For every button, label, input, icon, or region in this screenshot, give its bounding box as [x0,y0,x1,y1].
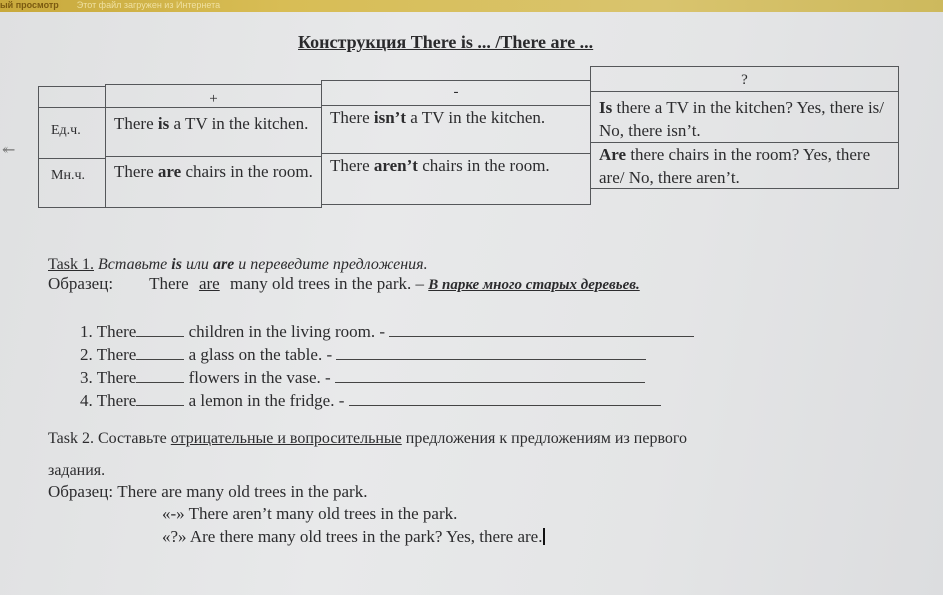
table-header-plus: + [105,84,322,108]
cell-plural-question: Are there chairs in the room? Yes, there are/ No, there aren’t. [590,142,899,189]
cell-singular-question: Is there a TV in the kitchen? Yes, there is/ No, there isn’t. [590,91,899,143]
text-cursor [543,528,545,545]
task2-negative-example: «-» There aren’t many old trees in the park. [162,504,458,523]
answer-line-4[interactable] [349,404,661,406]
answer-line-3[interactable] [335,381,645,383]
task1-item-4: 4. There a lemon in the fridge. - [80,391,661,411]
answer-line-2[interactable] [336,358,646,360]
page-title: Конструкция There is ... /There are ... [298,32,594,52]
protected-view-bar [0,0,943,12]
task2-heading: Task 2. Составьте отрицательные и вопросительные предложения к предложениям из первого [48,430,688,447]
task2-heading-cont: задания. [48,462,106,479]
margin-mark: ↞ [2,142,16,159]
row-label-plural: Мн.ч. [38,158,106,208]
task1-item-1: 1. There children in the living room. - [80,322,694,342]
answer-line-1[interactable] [389,335,694,337]
protected-view-label: ый просмотр [0,0,59,10]
table-header-question: ? [590,66,899,92]
row-label-singular: Ед.ч. [38,107,106,159]
task1-sample: Образец: There are many old trees in the park. – В парке много старых деревьев. [48,274,640,293]
cell-plural-negative: There aren’t chairs in the room. [321,153,591,205]
cell-singular-negative: There isn’t a TV in the kitchen. [321,105,591,154]
task1-heading: Task 1. Вставьте is или are и переведите предложения. [48,256,428,273]
cell-plural-positive: There are chairs in the room. [105,156,322,208]
table-header-empty [38,86,106,108]
task1-item-2: 2. There a glass on the table. - [80,345,646,365]
task2-sample: Образец: There are many old trees in the park. [48,482,368,501]
table-header-minus: - [321,80,591,106]
protected-view-message: Этот файл загружен из Интернета [76,0,221,10]
cell-singular-positive: There is a TV in the kitchen. [105,107,322,157]
task2-question-example: «?» Are there many old trees in the park? Yes, there are. [162,527,545,547]
task1-item-3: 3. There flowers in the vase. - [80,368,645,388]
